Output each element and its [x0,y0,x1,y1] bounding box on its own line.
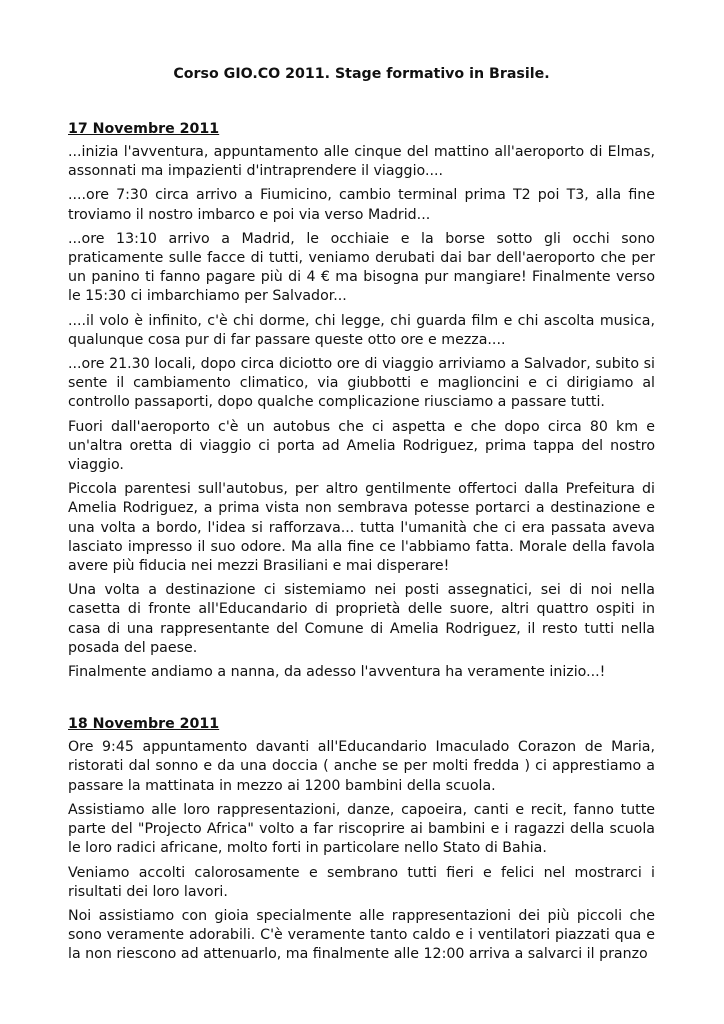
document-body [68,64,655,965]
paragraph: Una volta a destinazione ci sistemiamo nei posti assegnatici, sei di noi nella casetta di fronte all'Educandario di proprietà delle suore, altri quattro ospiti in casa di una rappresentante del Comune di Amelia Rodriguez, il resto tutti nella posada del paese. [68,582,655,656]
section-date: 17 Novembre 2011 [68,121,220,137]
paragraph: ...ore 13:10 arrivo a Madrid, le occhiaie e la borse sotto gli occhi sono praticamente sulle facce di tutti, veniamo derubati dai bar dell'aeroporto che per un panino ti fanno pagare più di 4 € ma bisogna pur mangiare! Finalmente verso le 15:30 ci imbarchiamo per Salvador... [68,230,655,305]
paragraph: ...ore 21.30 locali, dopo circa diciotto ore di viaggio arriviamo a Salvador, subito si sente il cambiamento climatico, via giubbotti e maglioncini e ci dirigiamo al controllo passaporti, dopo qualche complicazione riusciamo a passare tutti. [68,356,655,411]
paragraph: ....ore 7:30 circa arrivo a Fiumicino, cambio terminal prima T2 poi T3, alla fine troviamo il nostro imbarco e poi via verso Madrid... [68,187,655,223]
paragraph: ....il volo è infinito, c'è chi dorme, chi legge, chi guarda film e chi ascolta musica, qualunque cosa pur di far passare queste otto ore e mezza.... [68,312,655,348]
paragraph: Veniamo accolti calorosamente e sembrano tutti fieri e felici nel mostrarci i risultati dei loro lavori. [68,864,655,900]
paragraph: Fuori dall'aeroporto c'è un autobus che ci aspetta e che dopo circa 80 km e un'altra oretta di viaggio ci porta ad Amelia Rodriguez, prima tappa del nostro viaggio. [68,418,655,474]
paragraph: Assistiamo alle loro rappresentazioni, danze, capoeira, canti e recit, fanno tutte parte del "Projecto Africa" volto a far riscoprire ai bambini e i ragazzi della scuola le loro radici africane, molto forti in particolare nello Stato di Bahia. [68,801,655,857]
paragraph: Ore 9:45 appuntamento davanti all'Educandario Imaculado Corazon de Maria, ristorati dal sonno e da una doccia ( anche se per molti fredda ) ci apprestiamo a passare la mattinata in mezzo ai 1200 bambini della scuola. [68,739,655,794]
paragraph: Piccola parentesi sull'autobus, per altro gentilmente offertoci dalla Prefeitura di Amelia Rodriguez, a prima vista non sembrava potesse portarci a destinazione e una volta a bordo, l'idea si rafforzava... tutta l'umanità che ci era passata aveva lasciato impresso il suo odore. Ma alla fine ce l'abbiamo fatta. Morale della favola avere più fiducia nei mezzi Brasiliani e mai disperare! [68,481,655,575]
paragraph: Finalmente andiamo a nanna, da adesso l'avventura ha veramente inizio...! [68,664,606,681]
paragraph: ...inizia l'avventura, appuntamento alle cinque del mattino all'aeroporto di Elmas, assonnati ma impazienti d'intraprendere il viaggio.... [68,144,655,180]
section-date: 18 Novembre 2011 [68,716,220,733]
paragraph: Noi assistiamo con gioia specialmente alle rappresentazioni dei più piccoli che sono veramente adorabili. C'è veramente tanto caldo e i ventilatori piazzati qua e la non riescono ad attenuarlo, ma finalmente alle 12:00 arriva a salvarci il pranzo [68,907,655,963]
document-title: Corso GIO.CO 2011. Stage formativo in Brasile. [173,66,550,82]
